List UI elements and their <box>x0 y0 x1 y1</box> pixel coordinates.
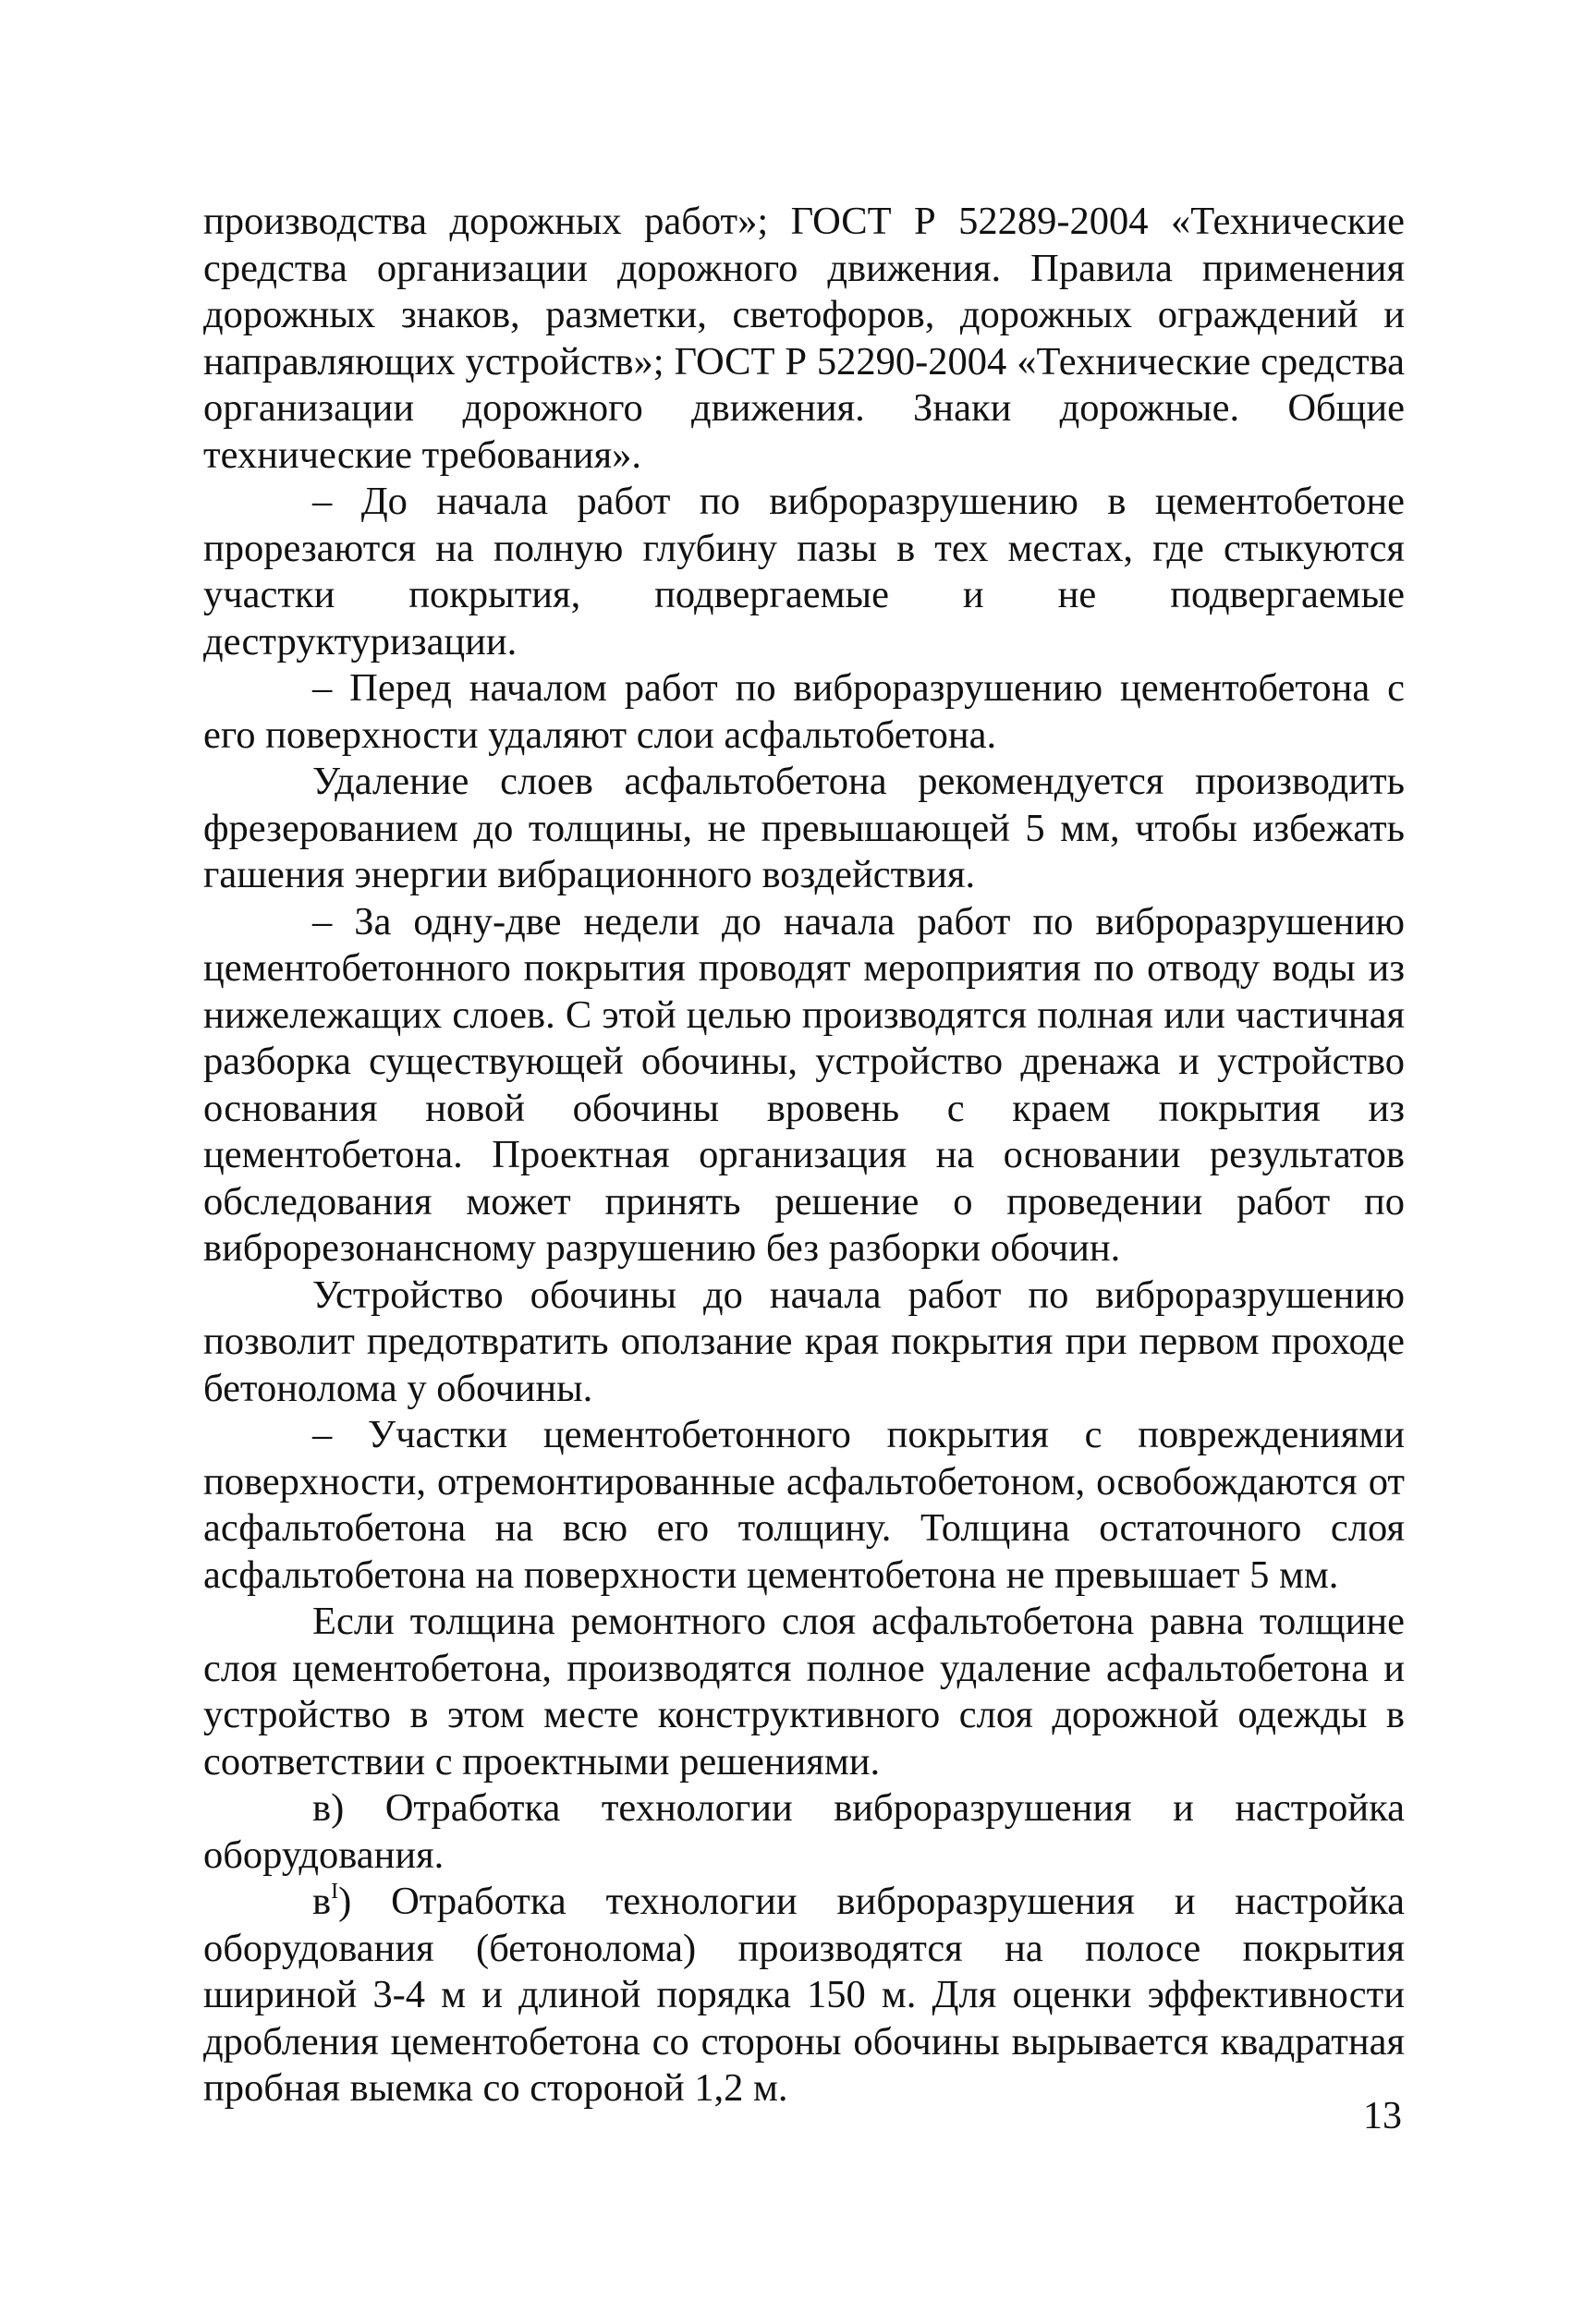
paragraph-shoulder-device: Устройство обочины до начала работ по виброразрушению позволит предотвратить оползание края покрытия при первом проходе бетонолома у обочины. <box>203 1272 1405 1410</box>
paragraph-remove-asphalt-layers: – Перед началом работ по виброразрушению цементобетона с его поверхности удаляют слои асфальтобетона. <box>203 666 1405 757</box>
document-body <box>203 199 1405 2112</box>
paragraph-repair-layer: Если толщина ремонтного слоя асфальтобетона равна толщине слоя цементобетона, производятся полное удаление асфальтобетона и устройство в этом месте конструктивного слоя дорожной одежды в соответствии с проектными решениями. <box>203 1600 1405 1784</box>
section-v1-text: ) Отработка технологии виброразрушения и настройка оборудования (бетонолома) производятся на полосе покрытия шириной 3-4 м и длиной порядка 150 м. Для оценки эффективности дробления цементобетона со стороны обочины вырывается квадратная пробная выемка со стороной 1,2 м. <box>203 1880 1405 2110</box>
paragraph-section-v-heading: в) Отработка технологии виброразрушения и настройка оборудования. <box>203 1786 1405 1877</box>
paragraph-gost-references: производства дорожных работ»; ГОСТ Р 52289-2004 «Технические средства организации дорожного движения. Правила применения дорожных знаков, разметки, светофоров, дорожных ограждений и направляющих устройств»; ГОСТ Р 52290-2004 «Технические средства организации дорожного движения. Знаки дорожные. Общие технические требования». <box>203 200 1405 477</box>
paragraph-milling: Удаление слоев асфальтобетона рекомендуется производить фрезерованием до толщины, не превышающей 5 мм, чтобы избежать гашения энергии вибрационного воздействия. <box>203 760 1405 896</box>
page-number: 13 <box>1363 2095 1402 2137</box>
paragraph-section-v1 <box>203 1879 1405 2112</box>
paragraph-cut-grooves: – До начала работ по виброразрушению в цементобетоне прорезаются на полную глубину пазы в тех местах, где стыкуются участки покрытия, подвергаемые и не подвергаемые деструктуризации. <box>203 480 1405 664</box>
paragraph-damaged-sections: – Участки цементобетонного покрытия с повреждениями поверхности, отремонтированные асфальтобетоном, освобождаются от асфальтобетона на всю его толщину. Толщина остаточного слоя асфальтобетона на поверхности цементобетона не превышает 5 мм. <box>203 1413 1405 1597</box>
section-v1-prefix: в <box>312 1880 332 1923</box>
section-v1-superscript: I <box>331 1879 339 1904</box>
paragraph-water-drainage: – За одну-две недели до начала работ по виброразрушению цементобетонного покрытия проводят мероприятия по отводу воды из нижележащих слоев. С этой целью производятся полная или частичная разборка существующей обочины, устройство дренажа и устройство основания новой обочины вровень с краем покрытия из цементобетона. Проектная организация на основании результатов обследования может принять решение о проведении работ по виброрезонансному разрушению без разборки обочин. <box>203 899 1405 1270</box>
